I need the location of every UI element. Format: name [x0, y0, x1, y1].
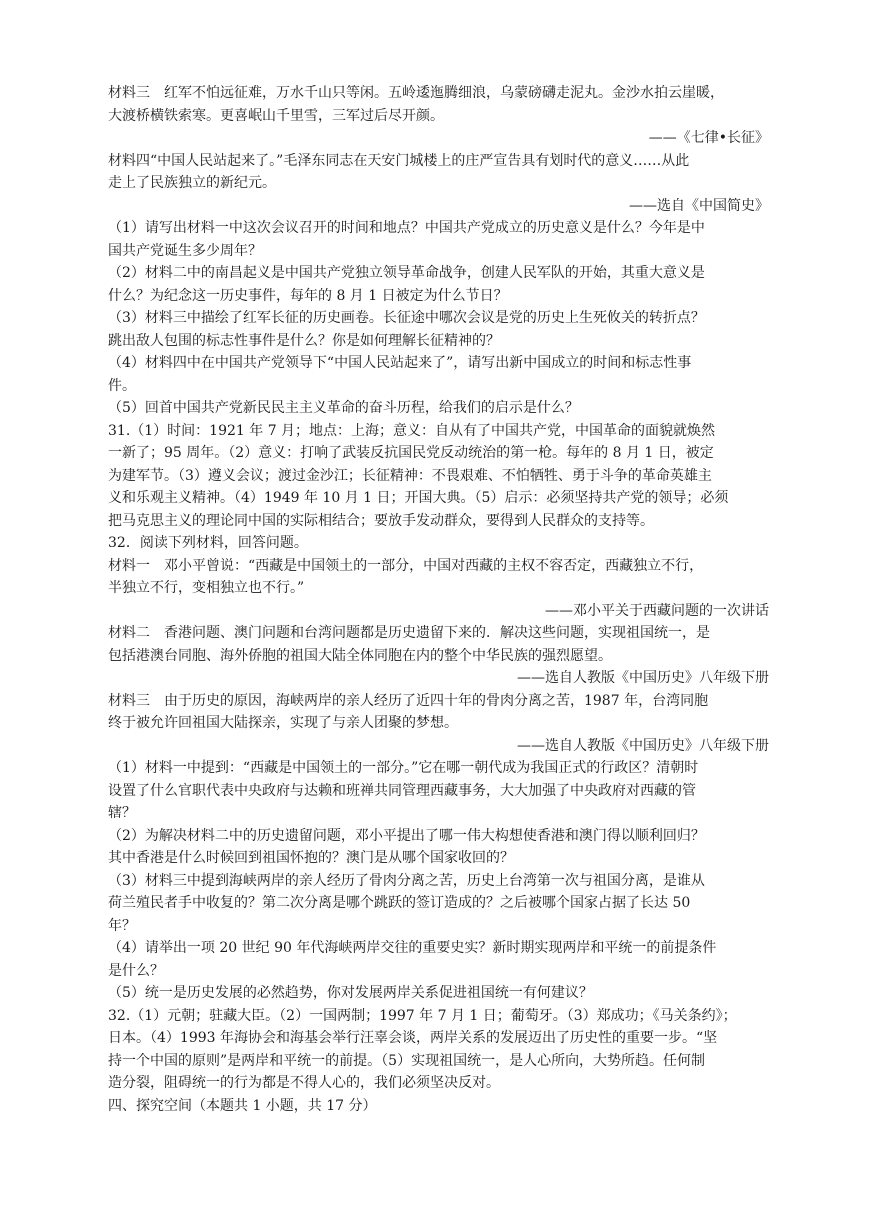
text-line: （4）请举出一项 20 世纪 90 年代海峡两岸交往的重要史实？新时期实现两岸和平统一的前提条件: [108, 940, 717, 956]
text-line: （5）统一是历史发展的必然趋势，你对发展两岸关系促进祖国统一有何建议？: [108, 985, 593, 1001]
text-line: 国共产党诞生多少周年？: [108, 242, 262, 259]
source-citation: ——邓小平关于西藏问题的一次讲话: [545, 602, 769, 619]
text-line: 31.（1）时间：1921 年 7 月；地点：上海；意义：自从有了中国共产党，中国革命的面貌就焕然: [108, 422, 716, 439]
text-line: 材料三 红军不怕远征难，万水千山只等闲。五岭逶迤腾细浪，乌蒙磅礴走泥丸。金沙水拍云崖暖，: [108, 85, 724, 101]
source-citation: ——《七律•长征》: [648, 130, 769, 146]
text-line: （3）材料三中描绘了红军长征的历史画卷。长征途中哪次会议是党的历史上生死攸关的转折点？: [108, 310, 705, 326]
text-line: 32.（1）元朝；驻藏大臣。（2）一国两制；1997 年 7 月 1 日；葡萄牙。（3）郑成功；《马关条约》；: [108, 1007, 737, 1024]
text-line: 材料二 香港问题、澳门问题和台湾问题都是历史遗留下来的．解决这些问题，实现祖国统一，是: [108, 625, 710, 641]
text-line: 把马克思主义的理论同中国的实际相结合；要放手发动群众，要得到人民群众的支持等。: [108, 512, 654, 529]
text-line: 走上了民族独立的新纪元。: [108, 175, 276, 191]
text-line: （2）材料二中的南昌起义是中国共产党独立领导革命战争，创建人民军队的开始，其重大意义是: [108, 265, 705, 281]
text-line: 终于被允许回祖国大陆探亲，实现了与亲人团聚的梦想。: [108, 715, 458, 731]
text-line: 为建军节。（3）遵义会议；渡过金沙江；长征精神：不畏艰难、不怕牺牲、勇于斗争的革命英雄主: [108, 467, 712, 484]
text-line: 材料三 由于历史的原因，海峡两岸的亲人经历了近四十年的骨肉分离之苦，1987 年，台湾同胞: [108, 692, 709, 709]
text-line: 包括港澳台同胞、海外侨胞的祖国大陆全体同胞在内的整个中华民族的强烈愿望。: [108, 647, 612, 664]
text-line: 材料四“中国人民站起来了。”毛泽东同志在天安门城楼上的庄严宣告具有划时代的意义……从此: [108, 152, 690, 169]
source-citation: ——选自人教版《中国历史》八年级下册: [517, 737, 769, 754]
text-line: 四、探究空间（本题共 1 小题，共 17 分）: [108, 1097, 377, 1114]
text-line: 日本。（4）1993 年海协会和海基会举行汪辜会谈，两岸关系的发展迈出了历史性的重要一步。“坚: [108, 1030, 718, 1046]
text-line: （1）请写出材料一中这次会议召开的时间和地点？中国共产党成立的历史意义是什么？今年是中: [108, 220, 705, 236]
text-line: （3）材料三中提到海峡两岸的亲人经历了骨肉分离之苦，历史上台湾第一次与祖国分离，是谁从: [108, 872, 705, 889]
text-line: 半独立不行，变相独立也不行。”: [108, 580, 305, 596]
text-line: 义和乐观主义精神。（4）1949 年 10 月 1 日；开国大典。（5）启示：必须坚持共产党的领导；必须: [108, 490, 729, 506]
text-line: 辖？: [108, 805, 136, 821]
text-line: 32．阅读下列材料，回答问题。: [108, 535, 308, 551]
text-line: （4）材料四中在中国共产党领导下“中国人民站起来了”，请写出新中国成立的时间和标志性事: [108, 355, 692, 371]
text-line: 件。: [108, 377, 136, 394]
text-line: 造分裂，阻碍统一的行为都是不得人心的，我们必须坚决反对。: [108, 1075, 500, 1091]
text-line: （1）材料一中提到：“西藏是中国领土的一部分。”它在哪一朝代成为我国正式的行政区？清朝时: [108, 760, 699, 776]
source-citation: ——选自人教版《中国历史》八年级下册: [517, 670, 769, 686]
text-line: 跳出敌人包围的标志性事件是什么？你是如何理解长征精神的？: [108, 332, 500, 349]
text-line: 材料一 邓小平曾说：“西藏是中国领土的一部分，中国对西藏的主权不容否定，西藏独立不行，: [108, 557, 704, 574]
text-line: 荷兰殖民者手中收复的？第二次分离是哪个跳跃的签订造成的？之后被哪个国家占据了长达 50: [108, 895, 691, 911]
text-line: 是什么？: [108, 962, 164, 979]
source-citation: ——选自《中国简史》: [629, 197, 769, 214]
text-line: 其中香港是什么时候回到祖国怀抱的？澳门是从哪个国家收回的？: [108, 850, 514, 866]
text-line: 什么？为纪念这一历史事件，每年的 8 月 1 日被定为什么节日？: [108, 287, 508, 304]
text-line: （2）为解决材料二中的历史遗留问题，邓小平提出了哪一伟大构想使香港和澳门得以顺利回归？: [108, 827, 705, 844]
text-line: 年？: [108, 917, 136, 934]
text-line: 大渡桥横铁索寒。更喜岷山千里雪，三军过后尽开颜。: [108, 107, 444, 124]
text-line: 设置了什么官职代表中央政府与达赖和班禅共同管理西藏事务，大大加强了中央政府对西藏的管: [108, 782, 696, 799]
text-line: 持一个中国的原则”是两岸和平统一的前提。（5）实现祖国统一，是人心所向，大势所趋。任何制: [108, 1052, 706, 1069]
text-line: （5）回首中国共产党新民民主主义革命的奋斗历程，给我们的启示是什么？: [108, 400, 579, 416]
text-line: 一新了；95 周年。（2）意义：打响了武装反抗国民党反动统治的第一枪。每年的 8 月 1 日，被定: [108, 445, 714, 461]
